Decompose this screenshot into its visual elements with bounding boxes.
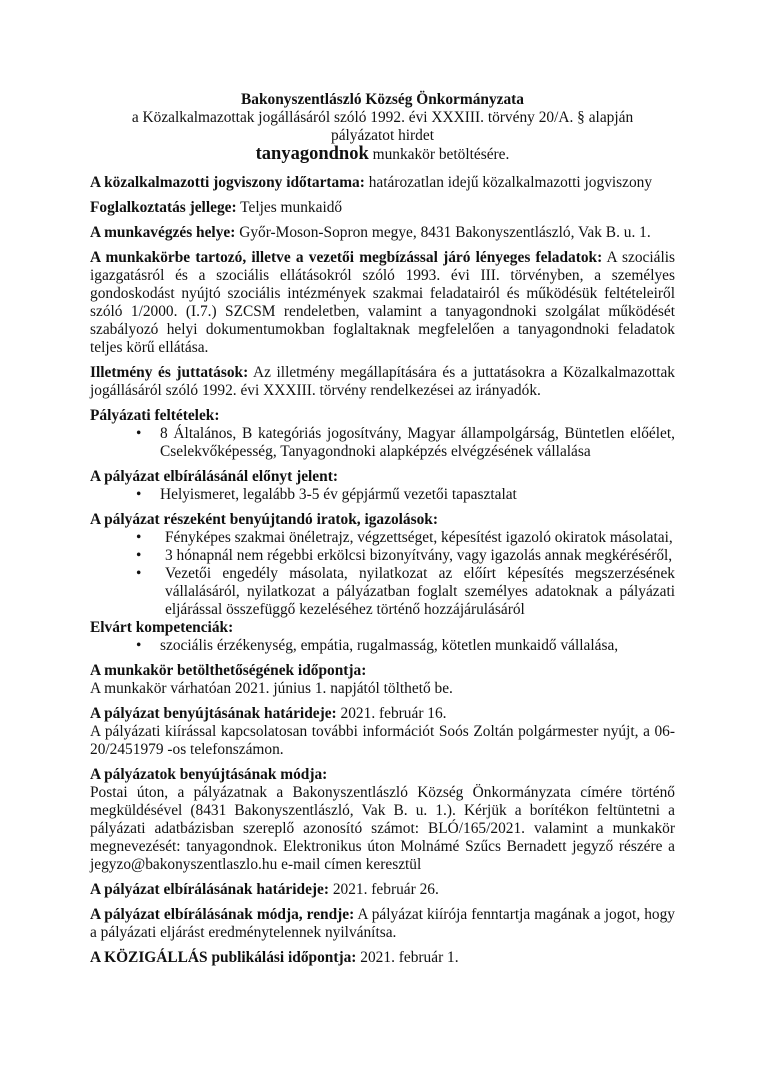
legal-basis: a Közalkalmazottak jogállásáról szóló 1992. évi XXXIII. törvény 20/A. § alapján xyxy=(131,109,634,126)
section-evaluation-deadline: A pályázat elbírálásának határideje: 2021. február 26. xyxy=(90,881,439,898)
issuer-title: Bakonyszentlászló Község Önkormányzata xyxy=(240,91,524,108)
list-item: • Helyismeret, legalább 3-5 év gépjármű vezetői tapasztalat xyxy=(136,486,517,503)
bullet-icon: • xyxy=(136,529,142,546)
bullet-icon: • xyxy=(136,547,142,564)
section-workplace: A munkavégzés helye: Győr-Moson-Sopron megye, 8431 Bakonyszentlászló, Vak B. u. 1. xyxy=(90,224,651,241)
section-duration: A közalkalmazotti jogviszony időtartama: határozatlan idejű közalkalmazotti jogviszony xyxy=(90,174,653,191)
announcement-line: pályázatot hirdet xyxy=(331,127,434,144)
list-item: • 8 Általános, B kategóriás jogosítvány, Magyar állampolgárság, Büntetlen előélet, Cselekvőképesség, Tanyagondnoki alapképzés elvégzésének vállalása xyxy=(136,425,675,460)
section-salary: Illetmény és juttatások: Az illetmény megállapítására és a juttatásokra a Közalkalmazottak jogállásáról szóló 1992. évi XXXIII. törvény rendelkezései az irányadók. xyxy=(90,364,675,399)
section-duties: A munkakörbe tartozó, illetve a vezetői megbízással járó lényeges feladatok: A szociális igazgatásról és a szociális ellátásokról szóló 1993. évi III. törvényben, a személyes gondoskodást nyújtó szociális intézmények szakmai feladatairól és működésük feltételeiről szóló 1/2000. (I.7.) SZCSM rendeletben, valamint a tanyagondnoki szolgálat működését szabályozó helyi dokumentumokban foglaltaknak megfelelően a tanyagondnoki feladatok teljes körű ellátása. xyxy=(90,249,675,356)
section-deadline: A pályázat benyújtásának határideje: 2021. február 16. xyxy=(90,705,447,722)
section-evaluation-method: A pályázat elbírálásának módja, rendje: A pályázat kiírója fenntartja magának a jogot, hogy a pályázati eljárást eredménytelennek nyilvánítsa. xyxy=(90,906,675,941)
list-item: • Fényképes szakmai önéletrajz, végzettséget, képesítést igazoló okiratok másolatai, xyxy=(136,529,673,546)
section-employment-type: Foglalkoztatás jellege: Teljes munkaidő xyxy=(90,199,343,216)
position-line: tanyagondnok munkakör betöltésére. xyxy=(255,144,510,164)
section-conditions-heading: Pályázati feltételek: xyxy=(90,407,220,424)
list-item: • 3 hónapnál nem régebbi erkölcsi bizonyítvány, vagy igazolás annak megkéréséről, xyxy=(136,547,673,564)
bullet-icon: • xyxy=(136,486,142,503)
list-item: • Vezetői engedély másolata, nyilatkozat az előírt képesítés megszerzésének vállalásáról, nyilatkozat a pályázatban foglalt személyes adatoknak a pályázati eljárással összefüggő kezeléséhez történő hozzájárulásáról xyxy=(136,565,675,618)
bullet-icon: • xyxy=(136,637,142,654)
competencies-list xyxy=(90,637,675,655)
section-advantages-heading: A pályázat elbírálásánál előnyt jelent: xyxy=(90,468,338,485)
section-start-date-value: A munkakör várhatóan 2021. június 1. napjától tölthető be. xyxy=(90,680,453,697)
conditions-list xyxy=(90,425,675,461)
section-deadline-info: A pályázati kiírással kapcsolatosan további információt Soós Zoltán polgármester nyújt, a 06-20/2451979 -os telefonszámon. xyxy=(90,723,675,758)
section-documents-heading: A pályázat részeként benyújtandó iratok, igazolások: xyxy=(90,511,438,528)
document-page xyxy=(90,91,675,967)
list-item: • szociális érzékenység, empátia, rugalmasság, kötetlen munkaidő vállalása, xyxy=(136,637,619,654)
section-publication: A KÖZIGÁLLÁS publikálási időpontja: 2021. február 1. xyxy=(90,949,459,966)
section-submission-heading: A pályázatok benyújtásának módja: xyxy=(90,766,328,783)
advantages-list xyxy=(90,486,675,504)
section-submission-value: Postai úton, a pályázatnak a Bakonyszentlászló Község Önkormányzata címére történő megküldésével (8431 Bakonyszentlászló, Vak B. u. 1.). Kérjük a borítékon feltüntetni a pályázati adatbázisban szereplő azonosító számot: BLÓ/165/2021. valamint a munkakör megnevezését: tanyagondnok. Elektronikus úton Molnámé Szűcs Bernadett jegyző részére a jegyzo@bakonyszentlaszlo.hu e-mail címen keresztül xyxy=(90,784,675,873)
section-start-date-heading: A munkakör betölthetőségének időpontja: xyxy=(90,662,367,679)
document-header xyxy=(90,91,675,164)
documents-list xyxy=(90,529,675,619)
position-name: tanyagondnok xyxy=(255,144,369,164)
section-competencies-heading: Elvárt kompetenciák: xyxy=(90,619,234,636)
bullet-icon: • xyxy=(136,425,142,442)
bullet-icon: • xyxy=(136,565,142,582)
